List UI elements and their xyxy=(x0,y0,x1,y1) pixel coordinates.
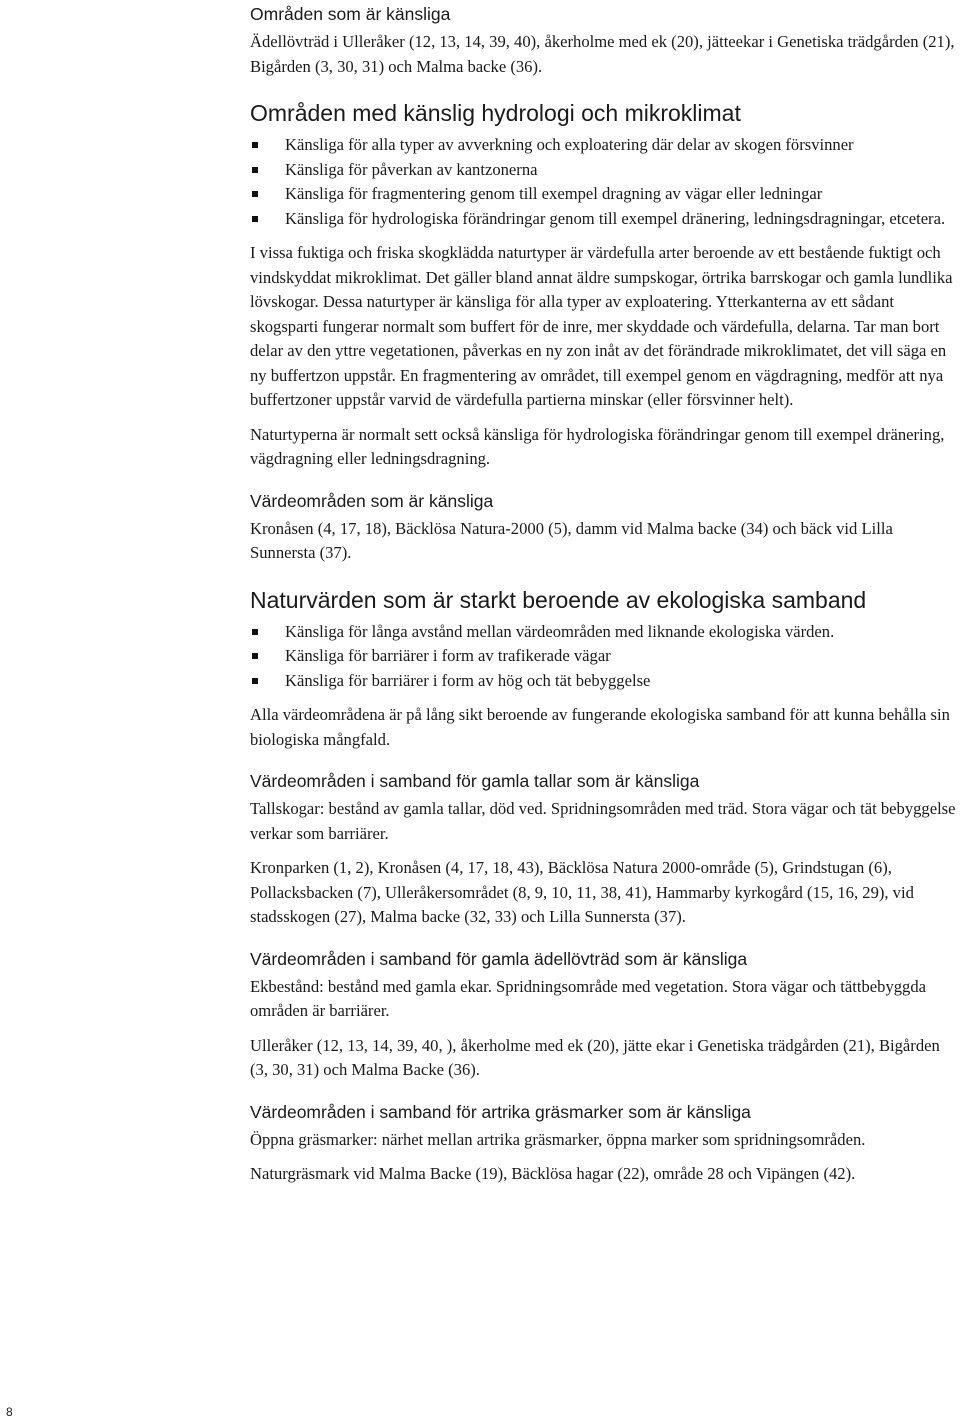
section-heading-adellovtrad: Värdeområden i samband för gamla ädellövträd som är känsliga xyxy=(250,948,748,969)
paragraph: Naturgräsmark vid Malma Backe (19), Bäcklösa hagar (22), område 28 och Vipängen (42). xyxy=(250,1164,856,1183)
list-item-text: Känsliga för alla typer av avverkning och exploatering där delar av skogen försvinner xyxy=(285,135,854,154)
section-heading-gamla-tallar: Värdeområden i samband för gamla tallar som är känsliga xyxy=(250,771,700,791)
section-heading-vardeomraden-kansliga: Värdeområden som är känsliga xyxy=(250,490,494,511)
bullet-list xyxy=(250,620,956,694)
list-item-text: Känsliga för långa avstånd mellan värdeområden med liknande ekologiska värden. xyxy=(285,621,835,641)
list-item xyxy=(250,620,956,645)
list-item-text: Känsliga för barriärer i form av trafikerade vägar xyxy=(285,646,611,665)
bullet-square-icon xyxy=(252,191,258,197)
paragraph: Öppna gräsmarker: närhet mellan artrika gräsmarker, öppna marker som spridningsområden. xyxy=(250,1129,866,1149)
list-item-text: Känsliga för fragmentering genom till exempel dragning av vägar eller ledningar xyxy=(285,184,823,203)
list-item-text: Känsliga för påverkan av kantzonerna xyxy=(285,159,538,179)
list-item-text: Känsliga för barriärer i form av hög och tät bebyggelse xyxy=(285,670,651,690)
bullet-square-icon xyxy=(252,216,258,222)
paragraph: Ekbestånd: bestånd med gamla ekar. Spridningsområde med vegetation. Stora vägar och tättbebyggda områden är barriärer. xyxy=(250,976,927,1020)
list-item xyxy=(250,644,956,669)
paragraph: I vissa fuktiga och friska skogklädda naturtyper är värdefulla arter beroende av ett bestående fuktigt och vindskyddat mikroklimat. Det gäller bland annat äldre sumpskogar, örtrika barrskogar och gamla lundlika lövskogar. Dessa naturtyper är känsliga för alla typer av exploatering. Ytterkanterna av ett sådant skogsparti fungerar normalt som buffert för de inre, mer skyddade och värdefulla, delarna. Tar man bort delar av den yttre vegetationen, påverkas en ny zon inåt av det förändrade mikroklimatet, det vill säga en ny buffertzon uppstår. En fragmentering av området, till exempel genom en vägdragning, medför att nya buffertzoner uppstår varvid de värdefulla partierna minskar (eller försvinner helt). xyxy=(250,243,953,409)
page-content xyxy=(250,0,956,1187)
bullet-list xyxy=(250,133,956,231)
bullet-square-icon xyxy=(252,142,258,148)
paragraph: Ädellövträd i Ulleråker (12, 13, 14, 39, 40), åkerholme med ek (20), jätteekar i Genetiska trädgården (21), Bigården (3, 30, 31) och Malma backe (36). xyxy=(250,32,955,76)
section-heading-hydrologi: Områden med känslig hydrologi och mikroklimat xyxy=(250,100,741,126)
list-item xyxy=(250,207,956,232)
bullet-square-icon xyxy=(252,167,258,173)
bullet-square-icon xyxy=(252,653,258,659)
paragraph: Ulleråker (12, 13, 14, 39, 40, ), åkerholme med ek (20), jätte ekar i Genetiska trädgården (21), Bigården (3, 30, 31) och Malma Backe (36). xyxy=(250,1035,940,1079)
paragraph: Kronparken (1, 2), Kronåsen (4, 17, 18, 43), Bäcklösa Natura 2000-område (5), Grindstugan (6), Pollacksbacken (7), Ulleråkersområdet (8, 9, 10, 11, 38, 41), Hammarby kyrkogård (15, 16, 29), vid stadsskogen (27), Malma backe (32, 33) och Lilla Sunnersta (37). xyxy=(250,858,914,926)
bullet-square-icon xyxy=(252,629,258,635)
list-item xyxy=(250,133,956,158)
paragraph: Kronåsen (4, 17, 18), Bäcklösa Natura-2000 (5), damm vid Malma backe (34) och bäck vid Lilla Sunnersta (37). xyxy=(250,518,893,562)
section-heading-grasmarker: Värdeområden i samband för artrika gräsmarker som är känsliga xyxy=(250,1101,751,1122)
section-heading-omraden-kansliga: Områden som är känsliga xyxy=(250,4,451,24)
list-item xyxy=(250,158,956,183)
list-item xyxy=(250,182,956,207)
paragraph: Alla värdeområdena är på lång sikt beroende av fungerande ekologiska samband för att kunna behålla sin biologiska mångfald. xyxy=(250,705,950,749)
bullet-square-icon xyxy=(252,678,258,684)
section-heading-ekologiska-samband: Naturvärden som är starkt beroende av ekologiska samband xyxy=(250,586,867,613)
list-item-text: Känsliga för hydrologiska förändringar genom till exempel dränering, ledningsdragningar, etcetera. xyxy=(285,208,946,228)
paragraph: Naturtyperna är normalt sett också känsliga för hydrologiska förändringar genom till exempel dränering, vägdragning eller ledningsdragning. xyxy=(250,424,945,468)
paragraph: Tallskogar: bestånd av gamla tallar, död ved. Spridningsområden med träd. Stora vägar och tät bebyggelse verkar som barriärer. xyxy=(250,799,956,843)
list-item xyxy=(250,669,956,694)
page-number: 8 xyxy=(6,1405,13,1419)
